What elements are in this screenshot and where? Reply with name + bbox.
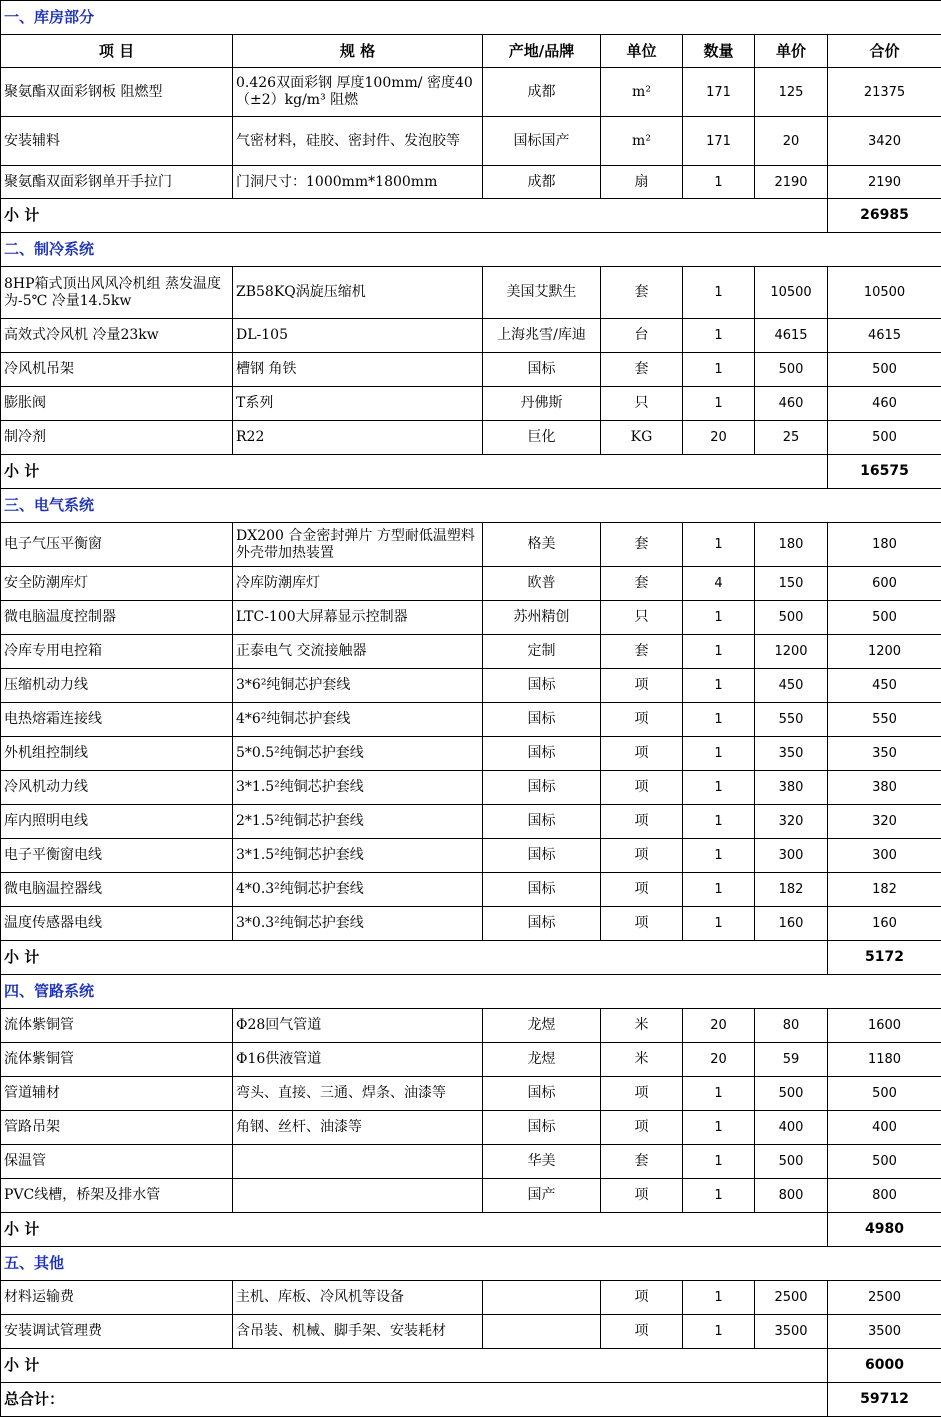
spec-cell: 5*0.5²纯铜芯护套线 [233, 737, 483, 771]
unit-price-cell: 550 [755, 703, 828, 737]
unit-cell: 项 [601, 1315, 683, 1349]
brand-cell [483, 1315, 601, 1349]
unit-price-cell: 400 [755, 1111, 828, 1145]
amount-cell: 350 [828, 737, 941, 771]
item-name-cell: 冷库专用电控箱 [1, 635, 233, 669]
unit-price-cell: 300 [755, 839, 828, 873]
section-title-row [1, 975, 941, 1009]
spec-cell: 气密材料，硅胶、密封件、发泡胶等 [233, 117, 483, 166]
column-header: 项 目 [1, 35, 233, 68]
item-name-cell: 安装调试管理费 [1, 1315, 233, 1349]
amount-cell: 1600 [828, 1009, 941, 1043]
table-row [1, 737, 941, 771]
quantity-cell: 4 [683, 567, 755, 601]
unit-cell: 项 [601, 805, 683, 839]
section-title: 三、电气系统 [1, 489, 941, 523]
table-row [1, 421, 941, 455]
table-row [1, 907, 941, 941]
unit-price-cell: 180 [755, 523, 828, 567]
quantity-cell: 1 [683, 1179, 755, 1213]
brand-cell: 国标 [483, 873, 601, 907]
amount-cell: 21375 [828, 68, 941, 117]
spec-cell [233, 1179, 483, 1213]
unit-cell: m² [601, 117, 683, 166]
brand-cell: 国产 [483, 1179, 601, 1213]
unit-price-cell: 3500 [755, 1315, 828, 1349]
amount-cell: 3420 [828, 117, 941, 166]
table-row [1, 703, 941, 737]
amount-cell: 180 [828, 523, 941, 567]
unit-cell: 项 [601, 1179, 683, 1213]
table-row [1, 387, 941, 421]
unit-price-cell: 2190 [755, 166, 828, 199]
amount-cell: 4615 [828, 319, 941, 353]
brand-cell: 国标 [483, 703, 601, 737]
item-name-cell: 安装辅料 [1, 117, 233, 166]
column-header: 规 格 [233, 35, 483, 68]
subtotal-amount: 5172 [828, 941, 941, 975]
unit-price-cell: 500 [755, 353, 828, 387]
subtotal-label: 小 计 [1, 1349, 828, 1383]
unit-cell: 项 [601, 873, 683, 907]
section-title: 四、管路系统 [1, 975, 941, 1009]
unit-price-cell: 380 [755, 771, 828, 805]
subtotal-amount: 4980 [828, 1213, 941, 1247]
spec-cell: DL-105 [233, 319, 483, 353]
quantity-cell: 1 [683, 703, 755, 737]
item-name-cell: 电热熔霜连接线 [1, 703, 233, 737]
item-name-cell: 微电脑温控器线 [1, 873, 233, 907]
unit-cell: 项 [601, 1281, 683, 1315]
quantity-cell: 1 [683, 1315, 755, 1349]
table-row [1, 1179, 941, 1213]
spec-cell: 含吊装、机械、脚手架、安装耗材 [233, 1315, 483, 1349]
unit-cell: 套 [601, 523, 683, 567]
subtotal-amount: 26985 [828, 199, 941, 233]
section-title: 二、制冷系统 [1, 233, 941, 267]
brand-cell: 国标 [483, 907, 601, 941]
grand-total-label: 总合计： [1, 1383, 828, 1417]
column-header: 产地/品牌 [483, 35, 601, 68]
quantity-cell: 1 [683, 771, 755, 805]
section-title-row [1, 233, 941, 267]
table-row [1, 1111, 941, 1145]
amount-cell: 500 [828, 1145, 941, 1179]
spec-cell: 3*1.5²纯铜芯护套线 [233, 771, 483, 805]
unit-cell: 套 [601, 567, 683, 601]
table-row [1, 601, 941, 635]
brand-cell: 欧普 [483, 567, 601, 601]
item-name-cell: 保温管 [1, 1145, 233, 1179]
unit-price-cell: 182 [755, 873, 828, 907]
amount-cell: 300 [828, 839, 941, 873]
table-row [1, 353, 941, 387]
quantity-cell: 1 [683, 873, 755, 907]
table-row [1, 523, 941, 567]
column-header: 单价 [755, 35, 828, 68]
table-row [1, 771, 941, 805]
amount-cell: 500 [828, 601, 941, 635]
quantity-cell: 1 [683, 737, 755, 771]
brand-cell: 定制 [483, 635, 601, 669]
brand-cell: 国标 [483, 669, 601, 703]
quantity-cell: 20 [683, 421, 755, 455]
amount-cell: 550 [828, 703, 941, 737]
quantity-cell: 1 [683, 1145, 755, 1179]
unit-cell: 台 [601, 319, 683, 353]
unit-cell: 扇 [601, 166, 683, 199]
unit-cell: 项 [601, 1077, 683, 1111]
subtotal-row [1, 199, 941, 233]
unit-cell: 米 [601, 1009, 683, 1043]
subtotal-label: 小 计 [1, 1213, 828, 1247]
quantity-cell: 1 [683, 839, 755, 873]
spec-cell: 正泰电气 交流接触器 [233, 635, 483, 669]
amount-cell: 380 [828, 771, 941, 805]
spec-cell: 2*1.5²纯铜芯护套线 [233, 805, 483, 839]
unit-cell: m² [601, 68, 683, 117]
spec-cell: 弯头、直接、三通、焊条、油漆等 [233, 1077, 483, 1111]
brand-cell: 美国艾默生 [483, 267, 601, 319]
spec-cell: ZB58KQ涡旋压缩机 [233, 267, 483, 319]
brand-cell: 龙煜 [483, 1009, 601, 1043]
item-name-cell: 聚氨酯双面彩钢板 阻燃型 [1, 68, 233, 117]
amount-cell: 500 [828, 1077, 941, 1111]
table-row [1, 567, 941, 601]
brand-cell: 国标国产 [483, 117, 601, 166]
amount-cell: 2190 [828, 166, 941, 199]
table-row [1, 166, 941, 199]
brand-cell: 苏州精创 [483, 601, 601, 635]
unit-cell: 项 [601, 669, 683, 703]
brand-cell: 成都 [483, 166, 601, 199]
brand-cell: 国标 [483, 1111, 601, 1145]
quantity-cell: 171 [683, 117, 755, 166]
quantity-cell: 20 [683, 1043, 755, 1077]
brand-cell: 华美 [483, 1145, 601, 1179]
amount-cell: 160 [828, 907, 941, 941]
spec-cell: T系列 [233, 387, 483, 421]
unit-price-cell: 500 [755, 1145, 828, 1179]
unit-price-cell: 160 [755, 907, 828, 941]
quantity-cell: 1 [683, 1111, 755, 1145]
spec-cell [233, 1145, 483, 1179]
unit-cell: 项 [601, 703, 683, 737]
column-header: 数量 [683, 35, 755, 68]
quantity-cell: 1 [683, 805, 755, 839]
table-row [1, 1043, 941, 1077]
item-name-cell: 温度传感器电线 [1, 907, 233, 941]
spec-cell: 门洞尺寸：1000mm*1800mm [233, 166, 483, 199]
item-name-cell: 外机组控制线 [1, 737, 233, 771]
unit-price-cell: 500 [755, 601, 828, 635]
unit-price-cell: 150 [755, 567, 828, 601]
amount-cell: 2500 [828, 1281, 941, 1315]
amount-cell: 600 [828, 567, 941, 601]
subtotal-row [1, 1213, 941, 1247]
subtotal-row [1, 1349, 941, 1383]
subtotal-row [1, 455, 941, 489]
quantity-cell: 1 [683, 1077, 755, 1111]
table-row [1, 873, 941, 907]
section-title-row [1, 1247, 941, 1281]
amount-cell: 800 [828, 1179, 941, 1213]
item-name-cell: 库内照明电线 [1, 805, 233, 839]
unit-cell: 项 [601, 907, 683, 941]
item-name-cell: 冷风机动力线 [1, 771, 233, 805]
brand-cell: 国标 [483, 737, 601, 771]
spec-cell: LTC-100大屏幕显示控制器 [233, 601, 483, 635]
brand-cell: 国标 [483, 1077, 601, 1111]
unit-cell: 套 [601, 635, 683, 669]
item-name-cell: 8HP箱式顶出风风冷机组 蒸发温度为-5℃ 冷量14.5kw [1, 267, 233, 319]
unit-cell: 项 [601, 771, 683, 805]
brand-cell: 国标 [483, 839, 601, 873]
table-row [1, 1281, 941, 1315]
item-name-cell: 流体紫铜管 [1, 1043, 233, 1077]
quantity-cell: 1 [683, 601, 755, 635]
table-row [1, 267, 941, 319]
unit-cell: 只 [601, 387, 683, 421]
table-row [1, 669, 941, 703]
quantity-cell: 1 [683, 669, 755, 703]
amount-cell: 500 [828, 353, 941, 387]
brand-cell: 上海兆雪/库迪 [483, 319, 601, 353]
table-row [1, 1315, 941, 1349]
brand-cell: 格美 [483, 523, 601, 567]
unit-cell: 项 [601, 1111, 683, 1145]
unit-price-cell: 25 [755, 421, 828, 455]
table-row [1, 1009, 941, 1043]
amount-cell: 3500 [828, 1315, 941, 1349]
spec-cell: 槽钢 角铁 [233, 353, 483, 387]
quotation-body [1, 1, 941, 1417]
quantity-cell: 1 [683, 267, 755, 319]
table-row [1, 805, 941, 839]
brand-cell: 国标 [483, 771, 601, 805]
unit-cell: 套 [601, 1145, 683, 1179]
amount-cell: 450 [828, 669, 941, 703]
brand-cell: 成都 [483, 68, 601, 117]
quantity-cell: 1 [683, 907, 755, 941]
column-header-row [1, 35, 941, 68]
spec-cell: 4*6²纯铜芯护套线 [233, 703, 483, 737]
spec-cell: 3*6²纯铜芯护套线 [233, 669, 483, 703]
spec-cell: Φ16供液管道 [233, 1043, 483, 1077]
grand-total-row [1, 1383, 941, 1417]
subtotal-amount: 16575 [828, 455, 941, 489]
table-row [1, 1077, 941, 1111]
section-title-row [1, 489, 941, 523]
amount-cell: 400 [828, 1111, 941, 1145]
unit-price-cell: 10500 [755, 267, 828, 319]
quantity-cell: 1 [683, 353, 755, 387]
table-row [1, 117, 941, 166]
unit-cell: 项 [601, 737, 683, 771]
unit-price-cell: 450 [755, 669, 828, 703]
unit-price-cell: 1200 [755, 635, 828, 669]
item-name-cell: 微电脑温度控制器 [1, 601, 233, 635]
column-header: 单位 [601, 35, 683, 68]
item-name-cell: 电子气压平衡窗 [1, 523, 233, 567]
amount-cell: 182 [828, 873, 941, 907]
quantity-cell: 1 [683, 523, 755, 567]
item-name-cell: 高效式冷风机 冷量23kw [1, 319, 233, 353]
item-name-cell: 膨胀阀 [1, 387, 233, 421]
spec-cell: 冷库防潮库灯 [233, 567, 483, 601]
quantity-cell: 1 [683, 387, 755, 421]
column-header: 合价 [828, 35, 941, 68]
unit-price-cell: 320 [755, 805, 828, 839]
unit-price-cell: 500 [755, 1077, 828, 1111]
spec-cell: Φ28回气管道 [233, 1009, 483, 1043]
table-row [1, 319, 941, 353]
unit-cell: 项 [601, 839, 683, 873]
spec-cell: 角钢、丝杆、油漆等 [233, 1111, 483, 1145]
quantity-cell: 20 [683, 1009, 755, 1043]
amount-cell: 1200 [828, 635, 941, 669]
brand-cell: 巨化 [483, 421, 601, 455]
spec-cell: 0.426双面彩钢 厚度100mm/ 密度40（±2）kg/m³ 阻燃 [233, 68, 483, 117]
spec-cell: 主机、库板、冷风机等设备 [233, 1281, 483, 1315]
amount-cell: 320 [828, 805, 941, 839]
item-name-cell: 管路吊架 [1, 1111, 233, 1145]
spec-cell: R22 [233, 421, 483, 455]
item-name-cell: 冷风机吊架 [1, 353, 233, 387]
quantity-cell: 1 [683, 635, 755, 669]
subtotal-amount: 6000 [828, 1349, 941, 1383]
brand-cell: 龙煜 [483, 1043, 601, 1077]
item-name-cell: 安全防潮库灯 [1, 567, 233, 601]
amount-cell: 460 [828, 387, 941, 421]
spec-cell: 4*0.3²纯铜芯护套线 [233, 873, 483, 907]
item-name-cell: PVC线槽，桥架及排水管 [1, 1179, 233, 1213]
unit-price-cell: 350 [755, 737, 828, 771]
unit-price-cell: 20 [755, 117, 828, 166]
unit-cell: 只 [601, 601, 683, 635]
quantity-cell: 1 [683, 166, 755, 199]
grand-total-amount: 59712 [828, 1383, 941, 1417]
unit-price-cell: 80 [755, 1009, 828, 1043]
spec-cell: 3*1.5²纯铜芯护套线 [233, 839, 483, 873]
section-title-row [1, 1, 941, 35]
amount-cell: 500 [828, 421, 941, 455]
brand-cell: 丹佛斯 [483, 387, 601, 421]
subtotal-label: 小 计 [1, 941, 828, 975]
brand-cell: 国标 [483, 805, 601, 839]
unit-price-cell: 4615 [755, 319, 828, 353]
unit-price-cell: 59 [755, 1043, 828, 1077]
item-name-cell: 管道辅材 [1, 1077, 233, 1111]
unit-price-cell: 125 [755, 68, 828, 117]
amount-cell: 1180 [828, 1043, 941, 1077]
item-name-cell: 聚氨酯双面彩钢单开手拉门 [1, 166, 233, 199]
subtotal-label: 小 计 [1, 199, 828, 233]
table-row [1, 839, 941, 873]
amount-cell: 10500 [828, 267, 941, 319]
unit-price-cell: 800 [755, 1179, 828, 1213]
quantity-cell: 1 [683, 319, 755, 353]
table-row [1, 1145, 941, 1179]
unit-cell: 套 [601, 353, 683, 387]
unit-price-cell: 460 [755, 387, 828, 421]
item-name-cell: 制冷剂 [1, 421, 233, 455]
item-name-cell: 压缩机动力线 [1, 669, 233, 703]
item-name-cell: 电子平衡窗电线 [1, 839, 233, 873]
subtotal-label: 小 计 [1, 455, 828, 489]
spec-cell: 3*0.3²纯铜芯护套线 [233, 907, 483, 941]
table-row [1, 68, 941, 117]
brand-cell [483, 1281, 601, 1315]
table-row [1, 635, 941, 669]
brand-cell: 国标 [483, 353, 601, 387]
item-name-cell: 流体紫铜管 [1, 1009, 233, 1043]
unit-cell: 套 [601, 267, 683, 319]
subtotal-row [1, 941, 941, 975]
quantity-cell: 171 [683, 68, 755, 117]
unit-cell: 米 [601, 1043, 683, 1077]
spec-cell: DX200 合金密封弹片 方型耐低温塑料外壳带加热装置 [233, 523, 483, 567]
quantity-cell: 1 [683, 1281, 755, 1315]
unit-price-cell: 2500 [755, 1281, 828, 1315]
unit-cell: KG [601, 421, 683, 455]
section-title: 一、库房部分 [1, 1, 941, 35]
section-title: 五、其他 [1, 1247, 941, 1281]
item-name-cell: 材料运输费 [1, 1281, 233, 1315]
